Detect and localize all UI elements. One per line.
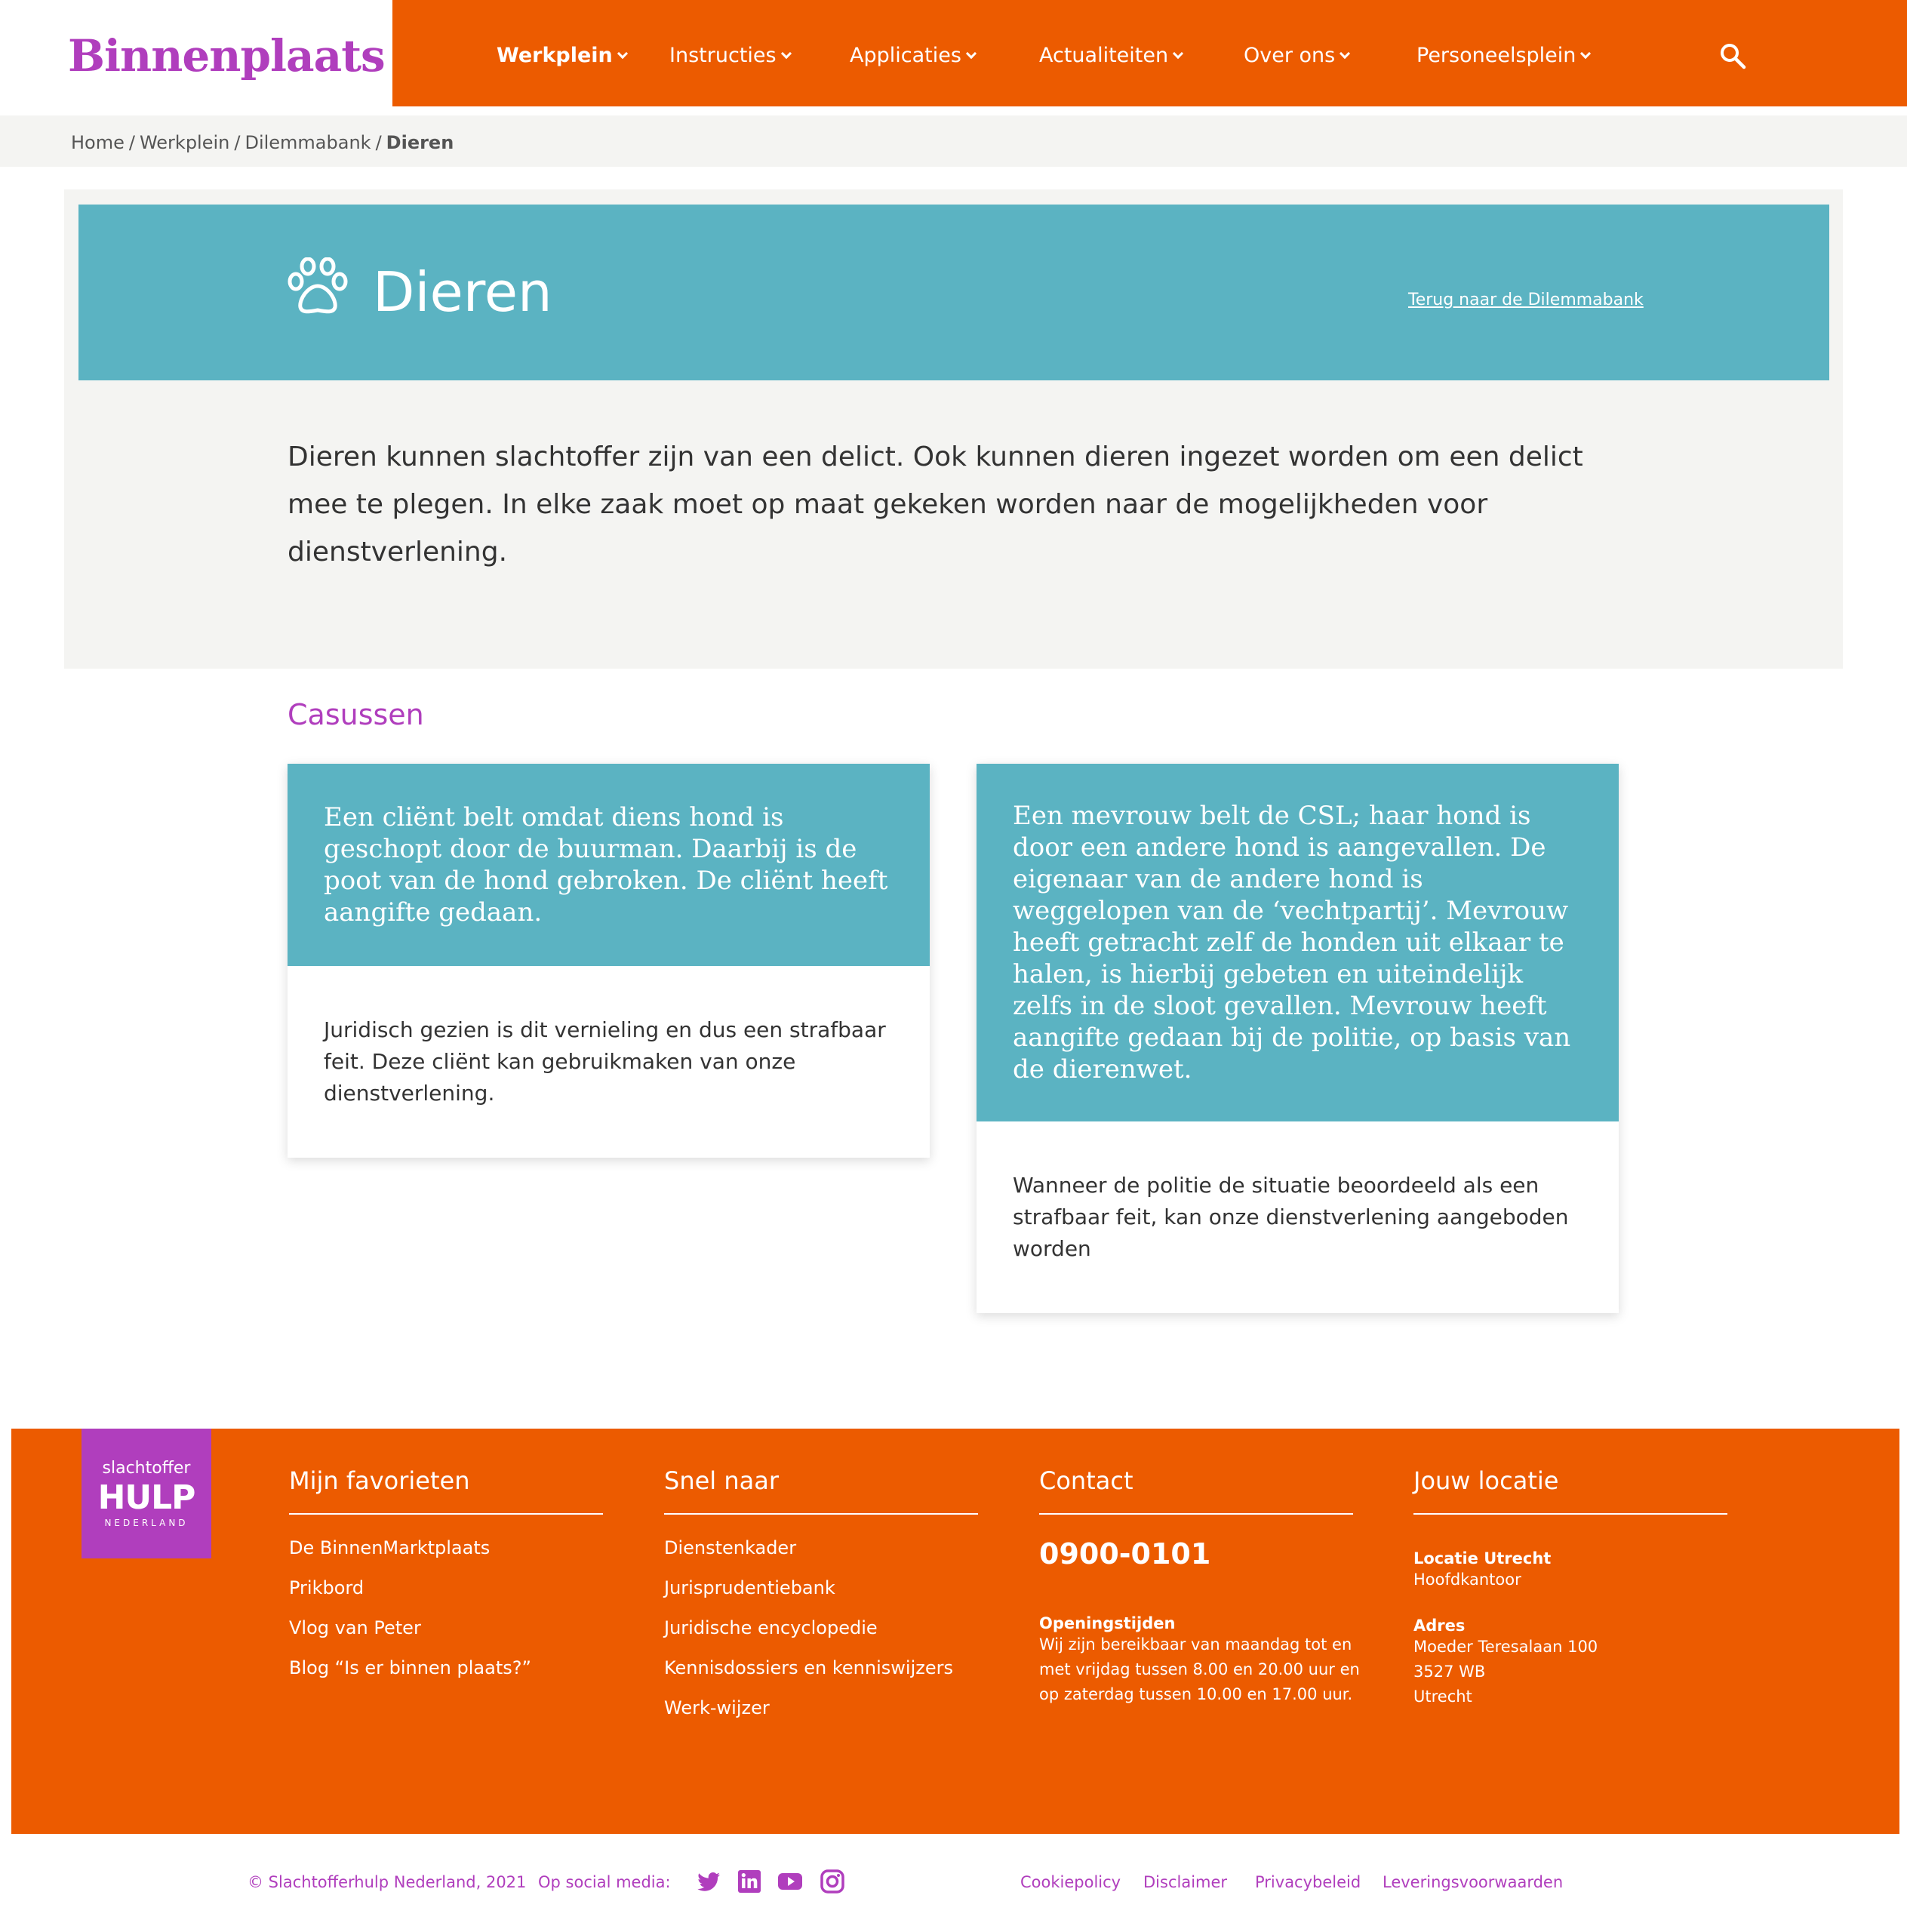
opening-hours-line: met vrijdag tussen 8.00 en 20.00 uur en bbox=[1039, 1660, 1360, 1678]
slachtofferhulp-logo[interactable]: slachtoffer HULP NEDERLAND bbox=[82, 1429, 211, 1558]
paw-icon bbox=[287, 257, 349, 316]
footer-link[interactable]: Kennisdossiers en kenniswijzers bbox=[664, 1657, 953, 1678]
privacybeleid-link[interactable]: Privacybeleid bbox=[1255, 1873, 1361, 1891]
footer-quick-links bbox=[664, 1466, 978, 1728]
site-logo[interactable]: Binnenplaats bbox=[68, 30, 385, 82]
twitter-icon[interactable] bbox=[696, 1869, 721, 1894]
footer-favorites bbox=[289, 1466, 603, 1688]
breadcrumb-dilemmabank[interactable]: Dilemmabank bbox=[245, 132, 371, 153]
case-card bbox=[288, 764, 930, 1158]
social-label: Op social media: bbox=[538, 1873, 671, 1891]
chevron-down-icon bbox=[1340, 48, 1350, 59]
footer-contact-title: Contact bbox=[1039, 1466, 1353, 1515]
instagram-icon[interactable] bbox=[820, 1869, 845, 1894]
chevron-down-icon bbox=[966, 48, 977, 59]
location-label: Locatie Utrecht bbox=[1413, 1549, 1552, 1567]
footer-location bbox=[1413, 1466, 1727, 1709]
address-label: Adres bbox=[1413, 1617, 1466, 1635]
back-to-dilemmabank-link[interactable]: Terug naar de Dilemmabank bbox=[1408, 291, 1644, 309]
linkedin-icon[interactable] bbox=[737, 1869, 762, 1894]
leveringsvoorwaarden-link[interactable]: Leveringsvoorwaarden bbox=[1383, 1873, 1564, 1891]
footer-link[interactable]: De BinnenMarktplaats bbox=[289, 1537, 491, 1558]
hero-banner bbox=[78, 205, 1829, 380]
footer-link[interactable]: Werk-wijzer bbox=[664, 1697, 770, 1718]
footer-quick-title: Snel naar bbox=[664, 1466, 978, 1515]
opening-hours-line: op zaterdag tussen 10.00 en 17.00 uur. bbox=[1039, 1685, 1353, 1703]
footer-location-title: Jouw locatie bbox=[1413, 1466, 1727, 1515]
breadcrumb-home[interactable]: Home bbox=[71, 132, 125, 153]
chevron-down-icon bbox=[780, 48, 791, 59]
case-card bbox=[977, 764, 1619, 1313]
footer-link[interactable]: Juridische encyclopedie bbox=[664, 1617, 878, 1638]
footer-link[interactable]: Jurisprudentiebank bbox=[664, 1577, 835, 1598]
cookiepolicy-link[interactable]: Cookiepolicy bbox=[1020, 1873, 1121, 1891]
footer-contact bbox=[1039, 1466, 1360, 1707]
search-icon[interactable] bbox=[1719, 42, 1746, 69]
nav-item-applicaties[interactable]: Applicaties bbox=[850, 44, 975, 67]
copyright: © Slachtofferhulp Nederland, 2021 bbox=[248, 1873, 527, 1891]
footer-link[interactable]: Vlog van Peter bbox=[289, 1617, 421, 1638]
chevron-down-icon bbox=[1580, 48, 1591, 59]
chevron-down-icon bbox=[1173, 48, 1183, 59]
opening-hours-label: Openingstijden bbox=[1039, 1614, 1176, 1632]
disclaimer-link[interactable]: Disclaimer bbox=[1143, 1873, 1228, 1891]
youtube-icon[interactable] bbox=[777, 1869, 803, 1894]
intro-text: Dieren kunnen slachtoffer zijn van een delict. Ook kunnen dieren ingezet worden om een delict mee te plegen. In elke zaak moet op maat gekeken worden naar de mogelijkheden voor dienstverlening. bbox=[288, 441, 1583, 568]
nav-item-personeelsplein[interactable]: Personeelsplein bbox=[1416, 44, 1589, 67]
location-name: Hoofdkantoor bbox=[1413, 1571, 1521, 1589]
breadcrumb: Home / Werkplein / Dilemmabank / Dieren bbox=[71, 132, 454, 153]
breadcrumb-bar bbox=[0, 115, 1907, 167]
address-line: Utrecht bbox=[1413, 1687, 1472, 1706]
cases-heading: Casussen bbox=[288, 698, 424, 731]
nav-item-instructies[interactable]: Instructies bbox=[669, 44, 790, 67]
footer-link[interactable]: Prikbord bbox=[289, 1577, 364, 1598]
address-line: 3527 WB bbox=[1413, 1663, 1486, 1681]
site-footer bbox=[11, 1429, 1899, 1834]
footer-link[interactable]: Blog “Is er binnen plaats?” bbox=[289, 1657, 531, 1678]
breadcrumb-werkplein[interactable]: Werkplein bbox=[139, 132, 230, 153]
opening-hours-line: Wij zijn bereikbaar van maandag tot en bbox=[1039, 1635, 1352, 1654]
bottom-bar bbox=[0, 1834, 1907, 1932]
address-line: Moeder Teresalaan 100 bbox=[1413, 1638, 1598, 1656]
nav-item-actualiteiten[interactable]: Actualiteiten bbox=[1039, 44, 1182, 67]
chevron-down-icon bbox=[617, 48, 628, 59]
case-question: Een mevrouw belt de CSL; haar hond is door een andere hond is aangevallen. De eigenaar van de andere hond is weggelopen van de ‘vechtpartij’. Mevrouw heeft getracht zelf de honden uit elkaar te halen, is hierbij gebeten en uiteindelijk zelfs in de sloot gevallen. Mevrouw heeft aangifte gedaan bij de politie, op basis van de dierenwet. bbox=[977, 764, 1619, 1121]
site-header bbox=[0, 0, 1907, 106]
nav-item-over-ons[interactable]: Over ons bbox=[1244, 44, 1349, 67]
footer-link[interactable]: Dienstenkader bbox=[664, 1537, 797, 1558]
breadcrumb-current: Dieren bbox=[386, 132, 454, 153]
nav-item-werkplein[interactable]: Werkplein bbox=[497, 44, 626, 67]
case-question: Een cliënt belt omdat diens hond is geschopt door de buurman. Daarbij is de poot van de hond gebroken. De cliënt heeft aangifte gedaan. bbox=[288, 764, 930, 966]
footer-favorites-title: Mijn favorieten bbox=[289, 1466, 603, 1515]
logo-area bbox=[0, 0, 392, 106]
case-answer: Juridisch gezien is dit vernieling en dus een strafbaar feit. Deze cliënt kan gebruikmaken van onze dienstverlening. bbox=[324, 1017, 886, 1106]
contact-phone[interactable]: 0900-0101 bbox=[1039, 1537, 1211, 1571]
case-answer: Wanneer de politie de situatie beoordeeld als een strafbaar feit, kan onze dienstverlening aangeboden worden bbox=[1013, 1173, 1569, 1261]
page-title: Dieren bbox=[373, 260, 552, 324]
